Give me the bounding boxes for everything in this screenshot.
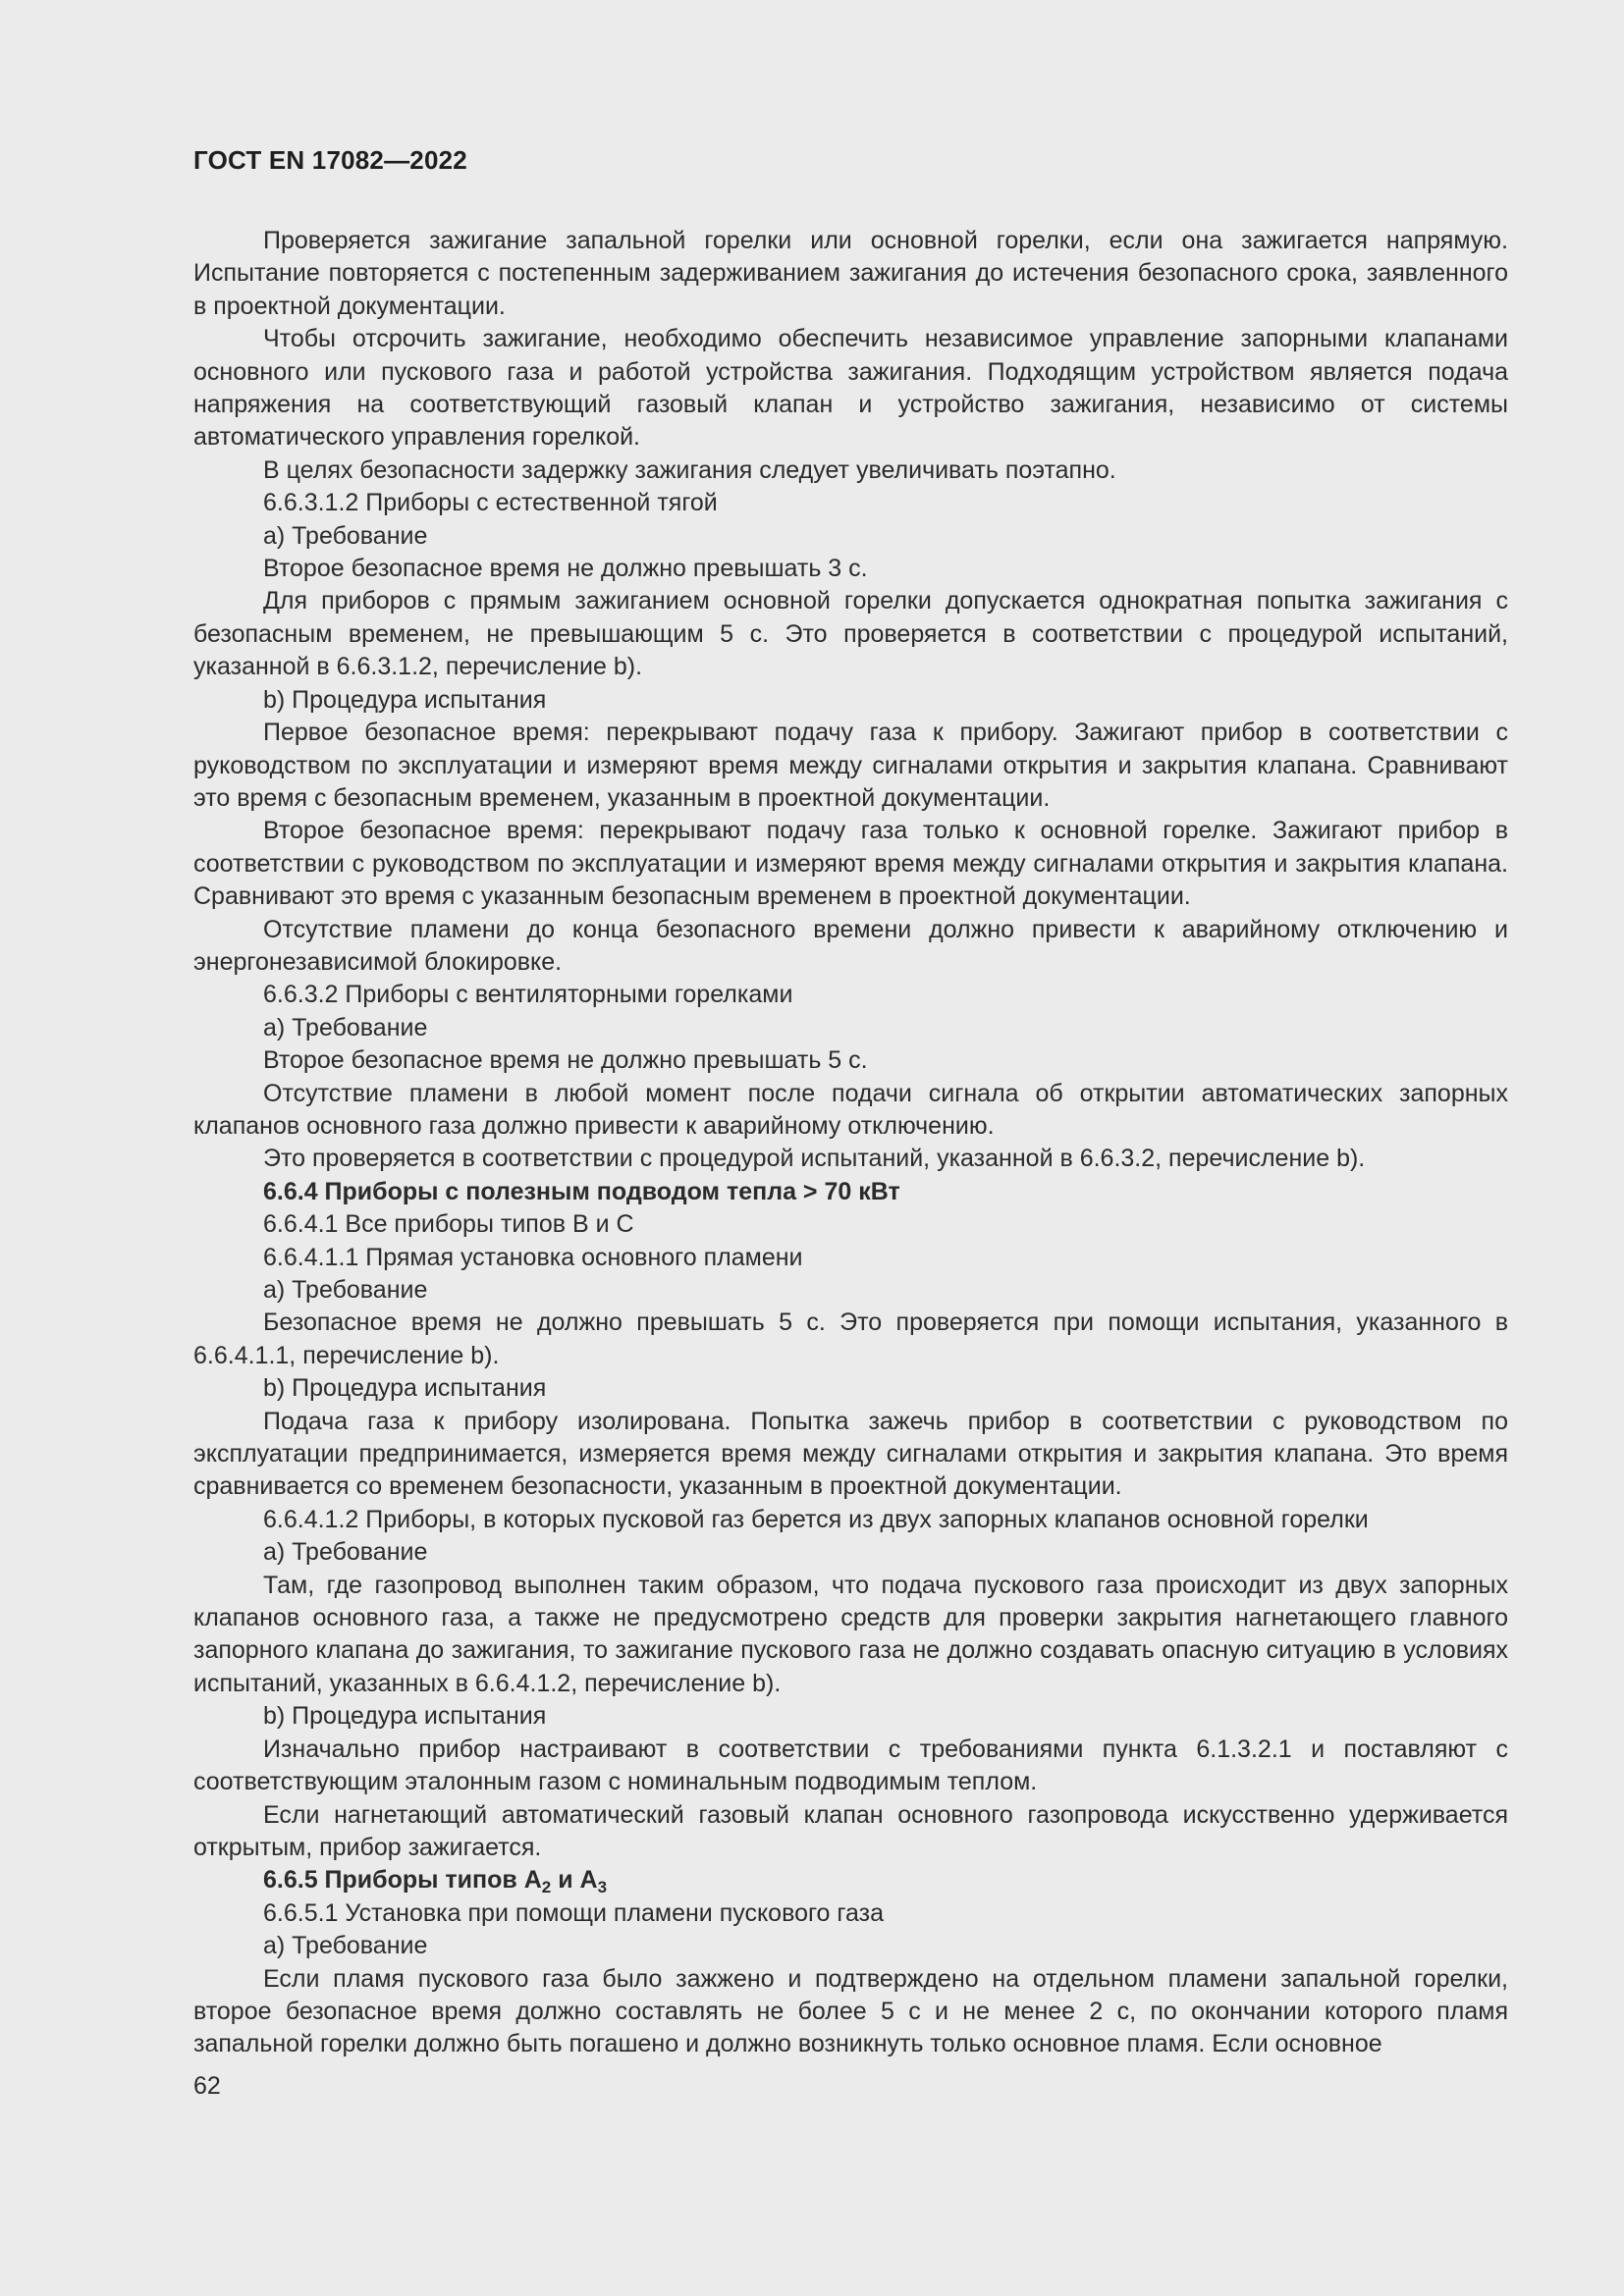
bold-section-heading: 6.6.4 Приборы с полезным подводом тепла > 70 кВт [263,1177,900,1205]
subscript: 3 [597,1878,608,1897]
paragraph: Изначально прибор настраивают в соответствии с требованиями пункта 6.1.3.2.1 и поставляют с соответствующим эталонным газом с номинальным подводимым теплом. [193,1735,1508,1796]
section-heading: 6.6.4.1.1 Прямая установка основного пламени [263,1243,803,1271]
subsection-label: b) Процедура испытания [263,1702,547,1731]
heading-text: 6.6.5 Приборы типов A [263,1866,542,1895]
subsection-label: b) Процедура испытания [263,685,547,714]
paragraph: Второе безопасное время: перекрывают подачу газа только к основной горелке. Зажигают прибор в соответствии с руководством по эксплуатации и измеряют время между сигналами открытия и закрытия клапана. Сравнивают это время с указанным безопасным временем в проектной документации. [193,817,1508,911]
section-heading: 6.6.5.1 Установка при помощи пламени пускового газа [263,1898,884,1927]
section-heading: 6.6.3.1.2 Приборы с естественной тягой [263,489,718,517]
subsection-label: a) Требование [263,1276,428,1304]
paragraph: Отсутствие пламени до конца безопасного времени должно привести к аварийному отключению и энергонезависимой блокировке. [193,915,1508,976]
paragraph: Там, где газопровод выполнен таким образом, что подача пускового газа происходит из двух запорных клапанов основного газа, а также не предусмотрено средств для проверки закрытия нагнетающего главного запорного клапана до зажигания, то зажигание пускового газа не должно создавать опасную ситуацию в условиях испытаний, указанных в 6.6.4.1.2, перечисление b). [193,1571,1508,1697]
paragraph: В целях безопасности задержку зажигания следует увеличивать поэтапно. [263,455,1116,484]
paragraph: Чтобы отсрочить зажигание, необходимо обеспечить независимое управление запорными клапанами основного или пускового газа и работой устройства зажигания. Подходящим устройством является подача напряжения на соответствующий газовый клапан и устройство зажигания, независимо от системы автоматического управления горелкой. [193,325,1508,452]
section-heading: 6.6.4.1 Все приборы типов B и C [263,1210,634,1239]
section-heading: 6.6.3.2 Приборы с вентиляторными горелками [263,981,793,1009]
section-heading: 6.6.4.1.2 Приборы, в которых пусковой газ берется из двух запорных клапанов основной горелки [263,1505,1369,1533]
subsection-label: a) Требование [263,1013,428,1041]
subsection-label: a) Требование [263,521,428,550]
paragraph: Это проверяется в соответствии с процедурой испытаний, указанной в 6.6.3.2, перечисление b). [263,1145,1366,1173]
bold-section-heading-665 [193,1864,1508,1896]
paragraph: Если пламя пускового газа было зажжено и подтверждено на отдельном пламени запальной горелки, второе безопасное время должно составлять не более 5 с и не менее 2 с, по окончании которого пламя запальной горелки должно быть погашено и должно возникнуть только основное пламя. Если основное [193,1964,1508,2058]
document-code-header: ГОСТ EN 17082—2022 [193,145,467,175]
paragraph: Второе безопасное время не должно превышать 3 с. [263,555,868,583]
paragraph: Второе безопасное время не должно превышать 5 с. [263,1046,868,1075]
subsection-label: a) Требование [263,1538,428,1567]
paragraph: Безопасное время не должно превышать 5 с. Это проверяется при помощи испытания, указанного в 6.6.4.1.1, перечисление b). [193,1308,1508,1369]
document-body [193,225,1508,2061]
paragraph: Подача газа к прибору изолирована. Попытка зажечь прибор в соответствии с руководством по эксплуатации предпринимается, измеряется время между сигналами открытия и закрытия клапана. Это время сравнивается со временем безопасности, указанным в проектной документации. [193,1407,1508,1501]
heading-text: и A [551,1866,598,1895]
paragraph: Для приборов с прямым зажиганием основной горелки допускается однократная попытка зажигания с безопасным временем, не превышающим 5 с. Это проверяется в соответствии с процедурой испытаний, указанной в 6.6.3.1.2, перечисление b). [193,587,1508,681]
paragraph: Первое безопасное время: перекрывают подачу газа к прибору. Зажигают прибор в соответствии с руководством по эксплуатации и измеряют время между сигналами открытия и закрытия клапана. Сравнивают это время с безопасным временем, указанным в проектной документации. [193,719,1508,812]
page-number: 62 [193,2072,221,2100]
paragraph: Отсутствие пламени в любой момент после подачи сигнала об открытии автоматических запорных клапанов основного газа должно привести к аварийному отключению. [193,1079,1508,1140]
subsection-label: a) Требование [263,1932,428,1960]
paragraph: Проверяется зажигание запальной горелки или основной горелки, если она зажигается напрямую. Испытание повторяется с постепенным задерживанием зажигания до истечения безопасного срока, заявленного в проектной документации. [193,227,1508,320]
subscript: 2 [541,1878,552,1897]
paragraph: Если нагнетающий автоматический газовый клапан основного газопровода искусственно удерживается открытым, прибор зажигается. [193,1800,1508,1861]
subsection-label: b) Процедура испытания [263,1374,547,1403]
